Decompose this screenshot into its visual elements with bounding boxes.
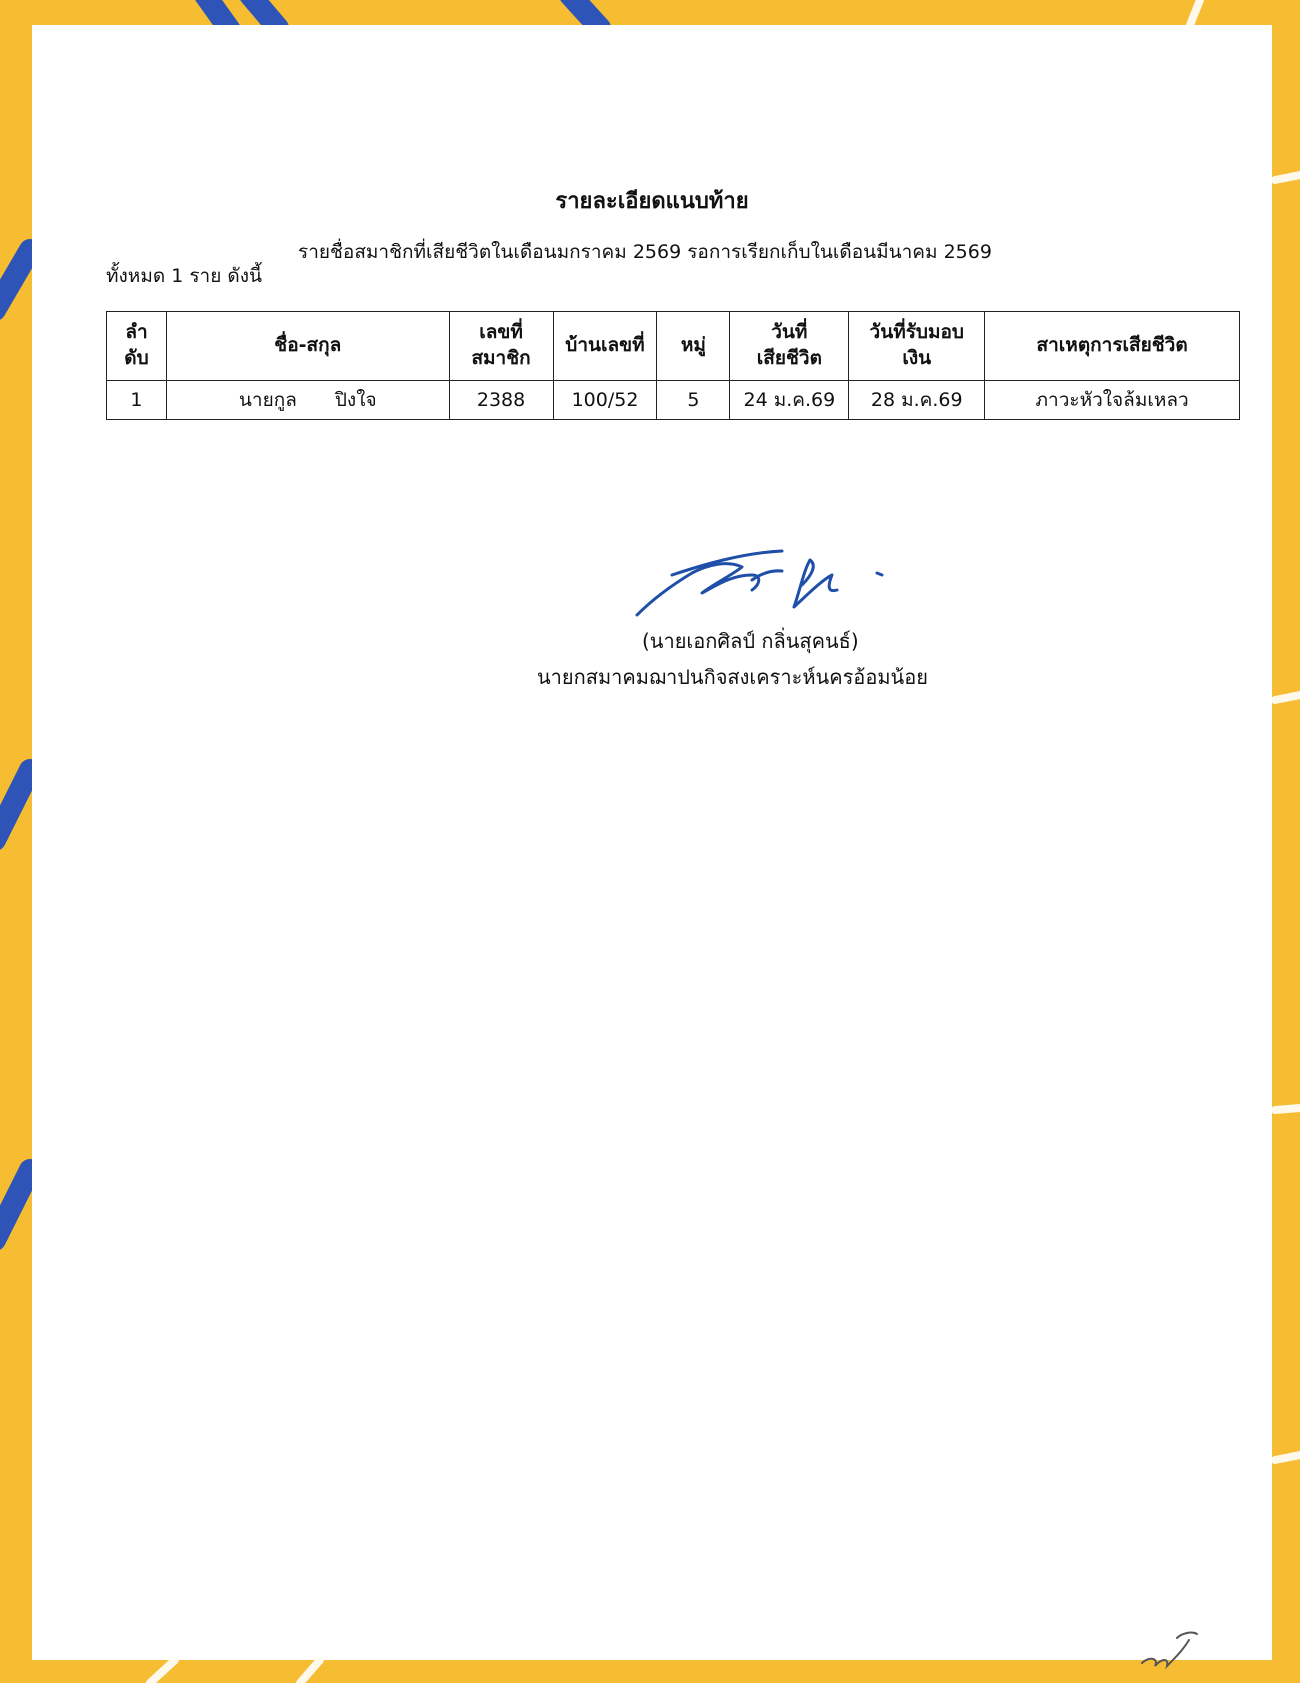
cell-cause: ภาวะหัวใจล้มเหลว <box>985 381 1240 420</box>
cell-no: 1 <box>107 381 167 420</box>
header-member-no: เลขที่ สมาชิก <box>449 312 553 381</box>
signature-mark <box>632 545 932 625</box>
header-house-no: บ้านเลขที่ <box>553 312 657 381</box>
table-header-row <box>107 312 1240 381</box>
cell-death-date: 24 ม.ค.69 <box>730 381 849 420</box>
last-name: ปิงใจ <box>334 389 377 411</box>
first-name: นายกูล <box>238 389 297 411</box>
initials-mark <box>1137 1628 1207 1673</box>
header-paid-date: วันที่รับมอบ เงิน <box>849 312 985 381</box>
document-subtitle: รายชื่อสมาชิกที่เสียชีวิตในเดือนมกราคม 2569 รอการเรียกเก็บในเดือนมีนาคม 2569 <box>298 241 992 263</box>
cell-paid-date: 28 ม.ค.69 <box>849 381 985 420</box>
cell-house-no: 100/52 <box>553 381 657 420</box>
cell-village: 5 <box>657 381 730 420</box>
document-title: รายละเอียดแนบท้าย <box>555 189 749 214</box>
header-cause: สาเหตุการเสียชีวิต <box>985 312 1240 381</box>
header-no: ลำ ดับ <box>107 312 167 381</box>
table-row <box>107 381 1240 420</box>
header-death-date: วันที่ เสียชีวิต <box>730 312 849 381</box>
header-village: หมู่ <box>657 312 730 381</box>
total-count: ทั้งหมด 1 ราย ดังนี้ <box>106 265 263 287</box>
cell-member-no: 2388 <box>449 381 553 420</box>
cell-name <box>166 381 449 420</box>
signatory-title: นายกสมาคมฌาปนกิจสงเคราะห์นครอ้อมน้อย <box>537 665 928 689</box>
deceased-members-table <box>106 311 1240 420</box>
document-page <box>32 25 1272 1660</box>
header-name: ชื่อ-สกุล <box>166 312 449 381</box>
signatory-name: (นายเอกศิลป์ กลิ่นสุคนธ์) <box>642 629 859 653</box>
